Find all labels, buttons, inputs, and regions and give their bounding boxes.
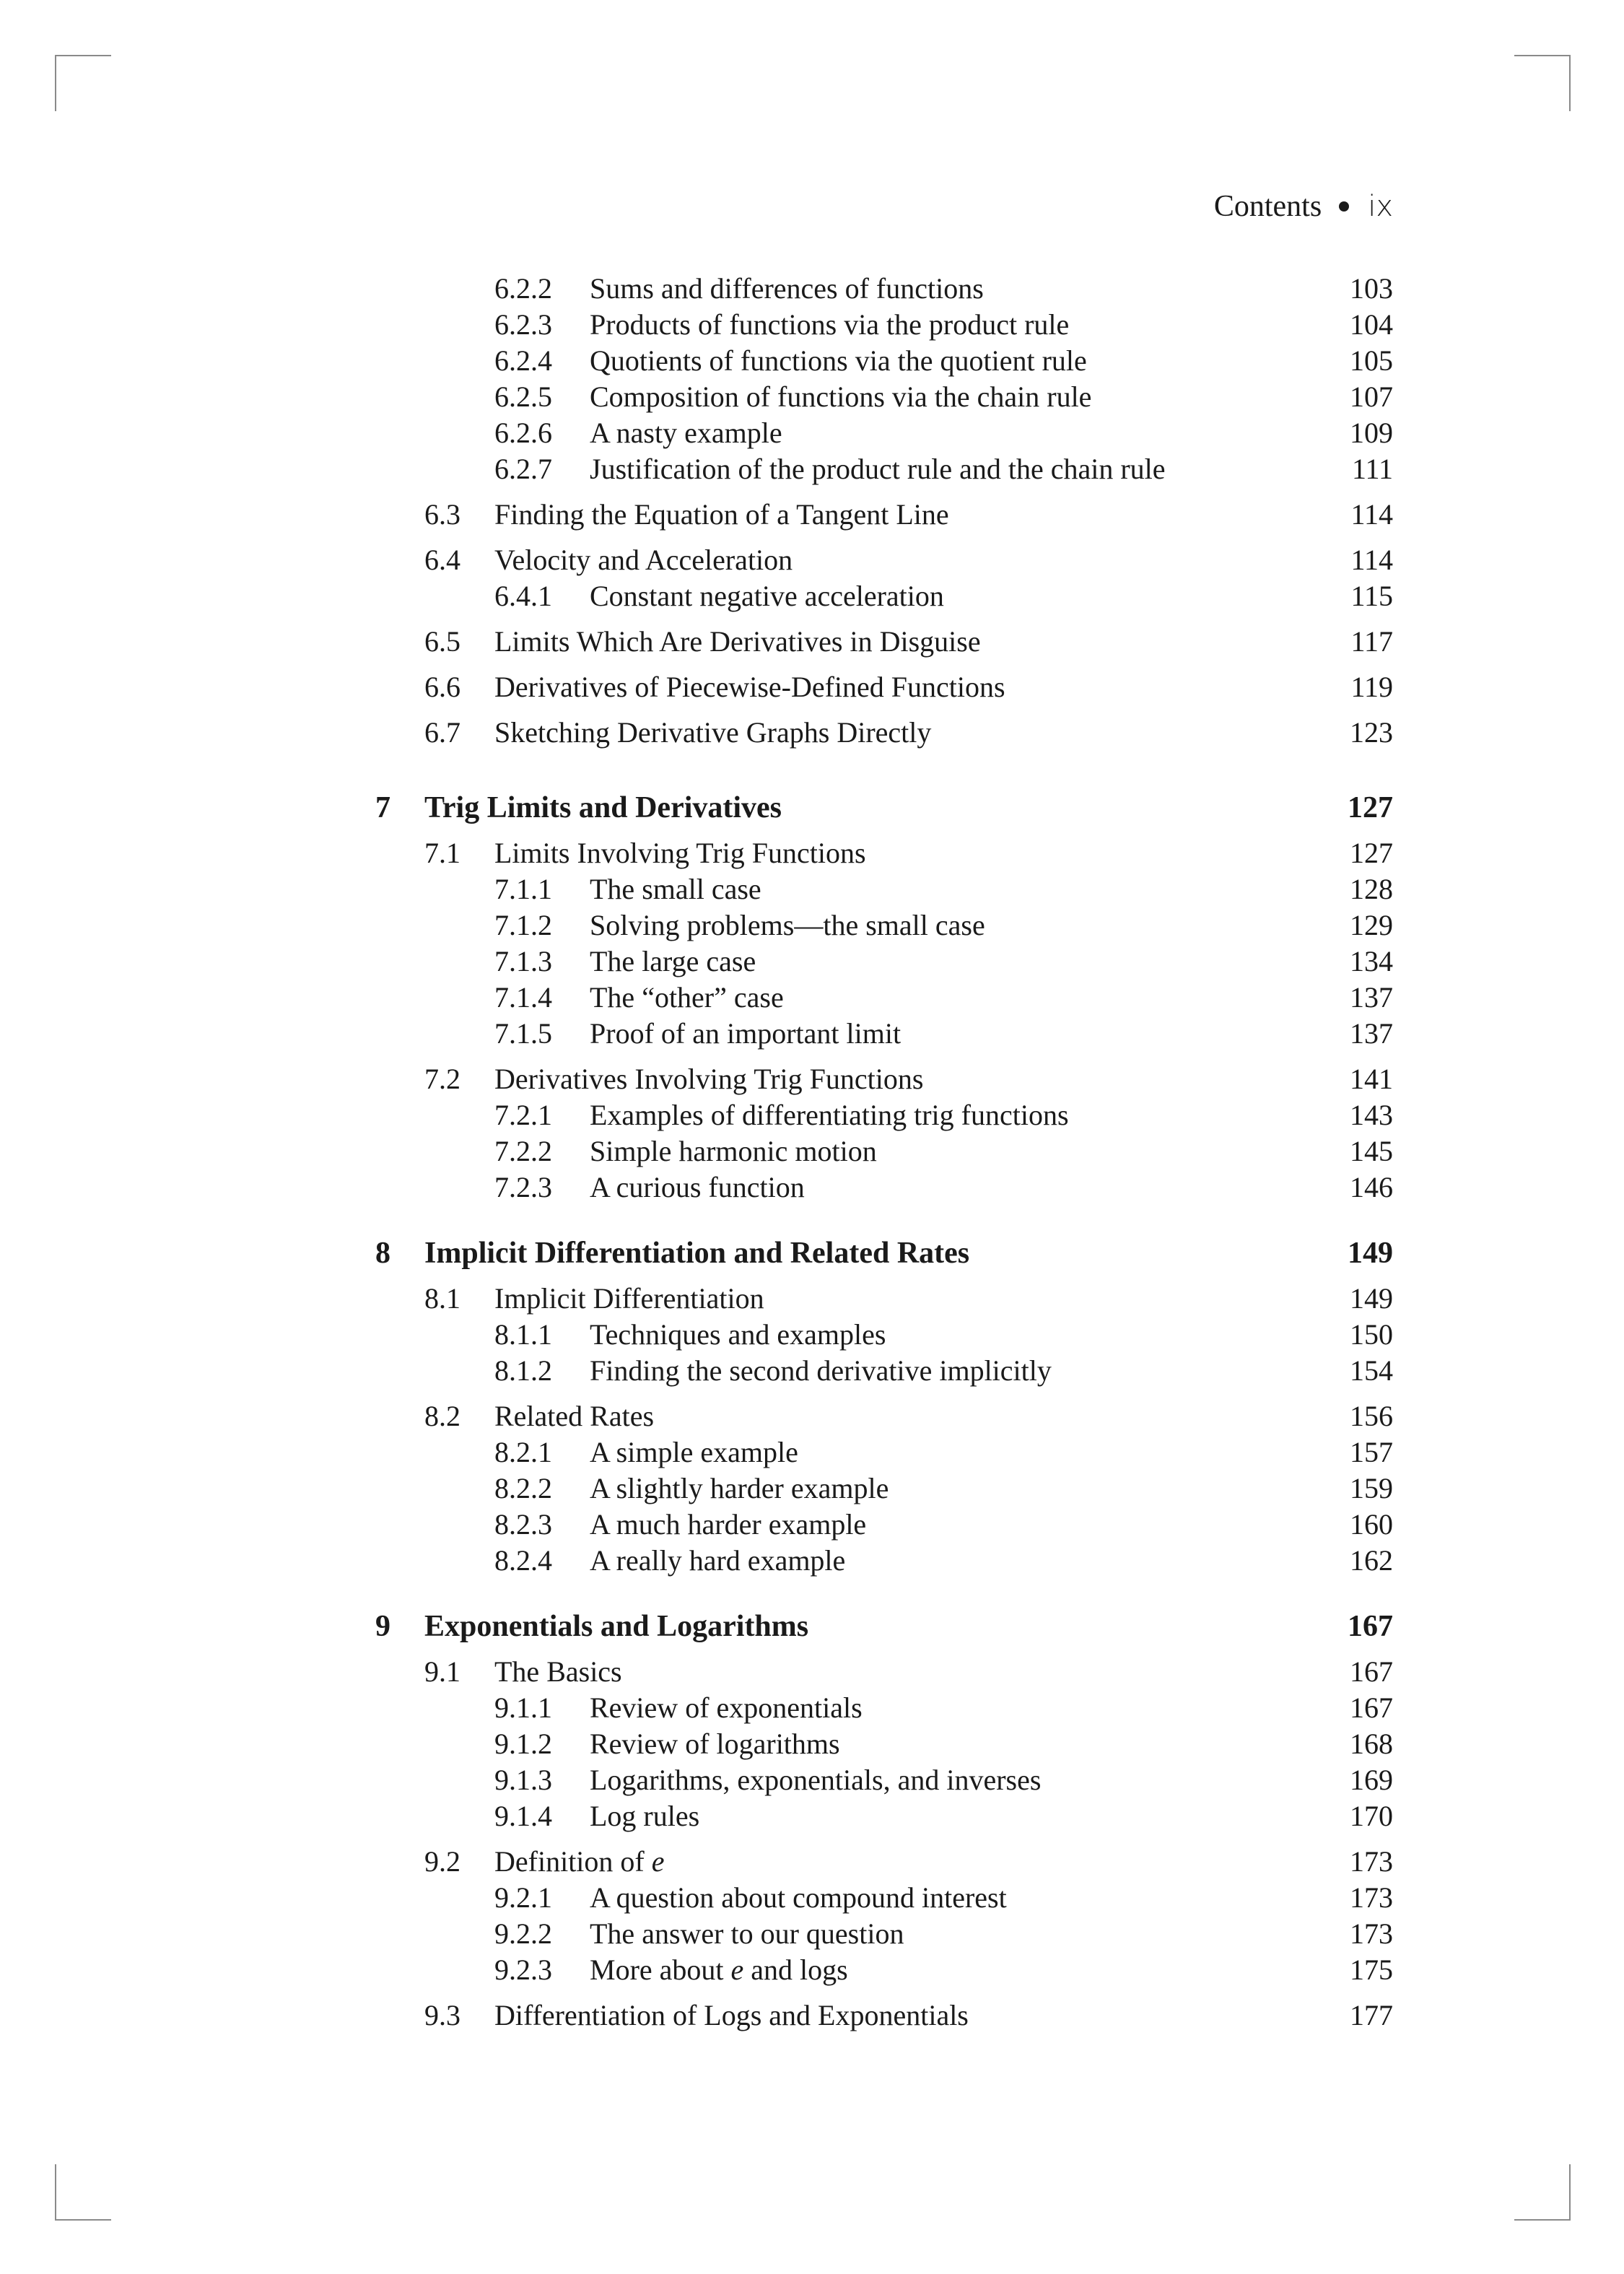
toc-entry-title: A question about compound interest	[590, 1881, 1007, 1914]
toc-entry-subsection[interactable]	[375, 451, 1393, 487]
toc-entry-page: 162	[1350, 1544, 1393, 1577]
toc-entry-page: 128	[1350, 873, 1393, 905]
page-number: ix	[1368, 190, 1393, 223]
toc-entry-number: 8.1.1	[494, 1318, 552, 1351]
toc-entry-subsection[interactable]	[375, 1434, 1393, 1471]
toc-entry-subsection[interactable]	[375, 271, 1393, 307]
toc-entry-page: 156	[1350, 1400, 1393, 1432]
toc-entry-number: 8.2.1	[494, 1436, 552, 1468]
toc-entry-title: The large case	[590, 945, 756, 977]
toc-entry-number: 6.4	[424, 544, 460, 576]
toc-entry-title: A slightly harder example	[590, 1472, 889, 1504]
toc-entry-page: 167	[1350, 1691, 1393, 1724]
toc-entry-title: Log rules	[590, 1800, 700, 1832]
toc-entry-section[interactable]	[375, 624, 1393, 660]
toc-entry-number: 9.2.1	[494, 1881, 552, 1914]
toc-entry-number: 9.2	[424, 1845, 460, 1878]
toc-entry-section[interactable]	[375, 1061, 1393, 1097]
toc-entry-number: 8.2	[424, 1400, 460, 1432]
toc-entry-subsection[interactable]	[375, 944, 1393, 980]
toc-entry-number: 8.2.4	[494, 1544, 552, 1577]
toc-entry-number: 9.2.2	[494, 1917, 552, 1950]
toc-entry-title: Differentiation of Logs and Exponentials	[494, 1999, 969, 2031]
toc-entry-title: Definition of e	[494, 1845, 665, 1878]
toc-entry-subsection[interactable]	[375, 1169, 1393, 1206]
toc-entry-page: 159	[1350, 1472, 1393, 1504]
toc-entry-page: 167	[1350, 1655, 1393, 1688]
toc-entry-number: 6.7	[424, 716, 460, 749]
toc-entry-title: Derivatives Involving Trig Functions	[494, 1063, 924, 1095]
toc-entry-subsection[interactable]	[375, 1353, 1393, 1389]
toc-entry-subsection[interactable]	[375, 578, 1393, 614]
toc-entry-subsection[interactable]	[375, 1471, 1393, 1507]
toc-entry-page: 114	[1350, 498, 1393, 531]
toc-entry-number: 7.2	[424, 1063, 460, 1095]
toc-entry-page: 103	[1350, 272, 1393, 305]
toc-entry-subsection[interactable]	[375, 1880, 1393, 1916]
toc-entry-page: 107	[1350, 380, 1393, 413]
toc-entry-section[interactable]	[375, 497, 1393, 533]
toc-entry-page: 167	[1348, 1610, 1393, 1643]
toc-entry-title: Finding the Equation of a Tangent Line	[494, 498, 949, 531]
toc-entry-title: The small case	[590, 873, 761, 905]
toc-entry-number: 6.4.1	[494, 580, 552, 612]
toc-entry-page: 129	[1350, 909, 1393, 941]
toc-entry-number: 9.1	[424, 1655, 460, 1688]
toc-entry-number: 8.1.2	[494, 1354, 552, 1387]
toc-entry-title: A curious function	[590, 1171, 805, 1203]
toc-entry-page: 149	[1348, 1237, 1393, 1270]
toc-entry-page: 169	[1350, 1764, 1393, 1796]
running-head	[1083, 186, 1393, 227]
toc-entry-subsection[interactable]	[375, 1543, 1393, 1579]
toc-entry-section[interactable]	[375, 1654, 1393, 1690]
toc-entry-title: Finding the second derivative implicitly	[590, 1354, 1052, 1387]
toc-entry-page: 143	[1350, 1099, 1393, 1131]
toc-entry-page: 105	[1350, 344, 1393, 377]
toc-entry-number: 6.2.3	[494, 308, 552, 341]
toc-entry-number: 8.1	[424, 1282, 460, 1315]
toc-entry-number: 6.3	[424, 498, 460, 531]
toc-entry-title: Techniques and examples	[590, 1318, 886, 1351]
toc-entry-title: The “other” case	[590, 981, 784, 1014]
toc-entry-page: 170	[1350, 1800, 1393, 1832]
toc-entry-title: Velocity and Acceleration	[494, 544, 793, 576]
toc-entry-subsection[interactable]	[375, 1507, 1393, 1543]
toc-entry-page: 137	[1350, 1017, 1393, 1050]
toc-entry-section[interactable]	[375, 1998, 1393, 2034]
toc-entry-number: 6.6	[424, 671, 460, 703]
toc-entry-number: 7.1.1	[494, 873, 552, 905]
toc-entry-subsection[interactable]	[375, 871, 1393, 907]
toc-entry-number: 9.1.2	[494, 1728, 552, 1760]
toc-entry-page: 123	[1350, 716, 1393, 749]
toc-entry-number: 7.1.2	[494, 909, 552, 941]
toc-entry-number: 9.1.3	[494, 1764, 552, 1796]
toc-entry-title: Review of exponentials	[590, 1691, 863, 1724]
toc-entry-chapter[interactable]	[375, 790, 1393, 826]
toc-entry-title: A much harder example	[590, 1508, 867, 1541]
toc-entry-number: 9.1.4	[494, 1800, 552, 1832]
toc-entry-title: Review of logarithms	[590, 1728, 840, 1760]
toc-entry-subsection[interactable]	[375, 415, 1393, 451]
toc-entry-page: 145	[1350, 1135, 1393, 1167]
toc-entry-title: Sums and differences of functions	[590, 272, 984, 305]
toc-entry-title: Solving problems—the small case	[590, 909, 985, 941]
toc-entry-subsection[interactable]	[375, 343, 1393, 379]
toc-entry-subsection[interactable]	[375, 1133, 1393, 1169]
toc-entry-title: Justification of the product rule and the chain rule	[590, 453, 1166, 485]
toc-entry-title: Limits Which Are Derivatives in Disguise	[494, 625, 981, 658]
crop-mark-bottom-left	[55, 2164, 111, 2221]
toc-entry-title: Constant negative acceleration	[590, 580, 944, 612]
toc-entry-chapter[interactable]	[375, 1608, 1393, 1644]
toc-entry-number: 7.1.3	[494, 945, 552, 977]
crop-mark-top-left	[55, 55, 111, 111]
toc-entry-title: A simple example	[590, 1436, 798, 1468]
toc-entry-page: 177	[1350, 1999, 1393, 2031]
toc-entry-page: 127	[1350, 837, 1393, 869]
toc-entry-page: 137	[1350, 981, 1393, 1014]
toc-entry-title: Simple harmonic motion	[590, 1135, 877, 1167]
toc-entry-number: 7.1.5	[494, 1017, 552, 1050]
toc-entry-number: 7.2.3	[494, 1171, 552, 1203]
toc-entry-title: Derivatives of Piecewise-Defined Functions	[494, 671, 1005, 703]
toc-entry-subsection[interactable]	[375, 1726, 1393, 1762]
toc-entry-title: A really hard example	[590, 1544, 846, 1577]
toc-entry-page: 173	[1350, 1845, 1393, 1878]
toc-entry-number: 6.2.4	[494, 344, 552, 377]
toc-entry-number: 7	[375, 791, 390, 824]
toc-entry-section[interactable]	[375, 542, 1393, 578]
toc-entry-subsection[interactable]	[375, 980, 1393, 1016]
toc-entry-page: 104	[1350, 308, 1393, 341]
toc-entry-title: Logarithms, exponentials, and inverses	[590, 1764, 1042, 1796]
toc-entry-page: 114	[1350, 544, 1393, 576]
toc-entry-page: 117	[1350, 625, 1393, 658]
toc-entry-subsection[interactable]	[375, 907, 1393, 944]
toc-entry-page: 109	[1350, 417, 1393, 449]
toc-entry-section[interactable]	[375, 1398, 1393, 1434]
crop-mark-top-right	[1514, 55, 1571, 111]
toc-entry-number: 9.3	[424, 1999, 460, 2031]
toc-entry-subsection[interactable]	[375, 1690, 1393, 1726]
toc-entry-title: Related Rates	[494, 1400, 655, 1432]
toc-entry-page: 173	[1350, 1881, 1393, 1914]
toc-entry-title: Examples of differentiating trig functions	[590, 1099, 1069, 1131]
toc-entry-subsection[interactable]	[375, 1952, 1393, 1988]
toc-entry-page: 115	[1350, 580, 1393, 612]
toc-entry-number: 9.2.3	[494, 1953, 552, 1986]
toc-entry-subsection[interactable]	[375, 1762, 1393, 1798]
toc-entry-subsection[interactable]	[375, 1016, 1393, 1052]
toc-entry-page: 160	[1350, 1508, 1393, 1541]
toc-entry-section[interactable]	[375, 1844, 1393, 1880]
table-of-contents	[375, 271, 1393, 2034]
toc-entry-number: 8.2.2	[494, 1472, 552, 1504]
toc-entry-subsection[interactable]	[375, 1317, 1393, 1353]
toc-entry-page: 146	[1350, 1171, 1393, 1203]
toc-entry-number: 7.2.2	[494, 1135, 552, 1167]
toc-entry-title: Implicit Differentiation	[494, 1282, 764, 1315]
toc-entry-page: 173	[1350, 1917, 1393, 1950]
toc-entry-section[interactable]	[375, 669, 1393, 705]
running-head-label: Contents	[1213, 190, 1322, 223]
toc-entry-subsection[interactable]	[375, 1798, 1393, 1834]
toc-entry-section[interactable]	[375, 835, 1393, 871]
toc-entry-page: 149	[1350, 1282, 1393, 1315]
toc-entry-page: 150	[1350, 1318, 1393, 1351]
toc-entry-title: Implicit Differentiation and Related Rates	[424, 1237, 970, 1270]
toc-entry-number: 6.2.6	[494, 417, 552, 449]
toc-entry-title: A nasty example	[590, 417, 782, 449]
toc-entry-title: Products of functions via the product rule	[590, 308, 1070, 341]
toc-entry-title: Trig Limits and Derivatives	[424, 791, 782, 824]
toc-entry-number: 7.2.1	[494, 1099, 552, 1131]
toc-entry-page: 154	[1350, 1354, 1393, 1387]
toc-entry-number: 6.2.5	[494, 380, 552, 413]
toc-entry-title: Limits Involving Trig Functions	[494, 837, 866, 869]
toc-entry-section[interactable]	[375, 715, 1393, 751]
toc-entry-number: 8	[375, 1237, 390, 1270]
toc-entry-page: 141	[1350, 1063, 1393, 1095]
bullet-icon	[1339, 201, 1349, 212]
crop-mark-bottom-right	[1514, 2164, 1571, 2221]
toc-entry-page: 111	[1351, 453, 1393, 485]
toc-entry-number: 7.1.4	[494, 981, 552, 1014]
toc-entry-title: Proof of an important limit	[590, 1017, 902, 1050]
toc-entry-section[interactable]	[375, 1281, 1393, 1317]
toc-entry-title: More about e and logs	[590, 1953, 848, 1986]
toc-entry-number: 7.1	[424, 837, 460, 869]
toc-entry-title: Sketching Derivative Graphs Directly	[494, 716, 932, 749]
toc-entry-subsection[interactable]	[375, 307, 1393, 343]
toc-entry-title: The Basics	[494, 1655, 622, 1688]
toc-entry-number: 6.2.7	[494, 453, 552, 485]
toc-entry-subsection[interactable]	[375, 379, 1393, 415]
toc-entry-title: Composition of functions via the chain rule	[590, 380, 1092, 413]
toc-entry-number: 8.2.3	[494, 1508, 552, 1541]
toc-entry-subsection[interactable]	[375, 1916, 1393, 1952]
toc-entry-title: The answer to our question	[590, 1917, 904, 1950]
toc-entry-number: 9	[375, 1610, 390, 1643]
toc-entry-page: 168	[1350, 1728, 1393, 1760]
toc-entry-subsection[interactable]	[375, 1097, 1393, 1133]
toc-entry-number: 6.2.2	[494, 272, 552, 305]
toc-entry-page: 157	[1350, 1436, 1393, 1468]
toc-entry-title: Exponentials and Logarithms	[424, 1610, 809, 1643]
toc-entry-title: Quotients of functions via the quotient rule	[590, 344, 1087, 377]
toc-entry-page: 134	[1350, 945, 1393, 977]
toc-entry-number: 6.5	[424, 625, 460, 658]
toc-entry-page: 127	[1348, 791, 1393, 824]
toc-entry-chapter[interactable]	[375, 1235, 1393, 1271]
toc-entry-page: 119	[1350, 671, 1393, 703]
toc-entry-number: 9.1.1	[494, 1691, 552, 1724]
toc-entry-page: 175	[1350, 1953, 1393, 1986]
